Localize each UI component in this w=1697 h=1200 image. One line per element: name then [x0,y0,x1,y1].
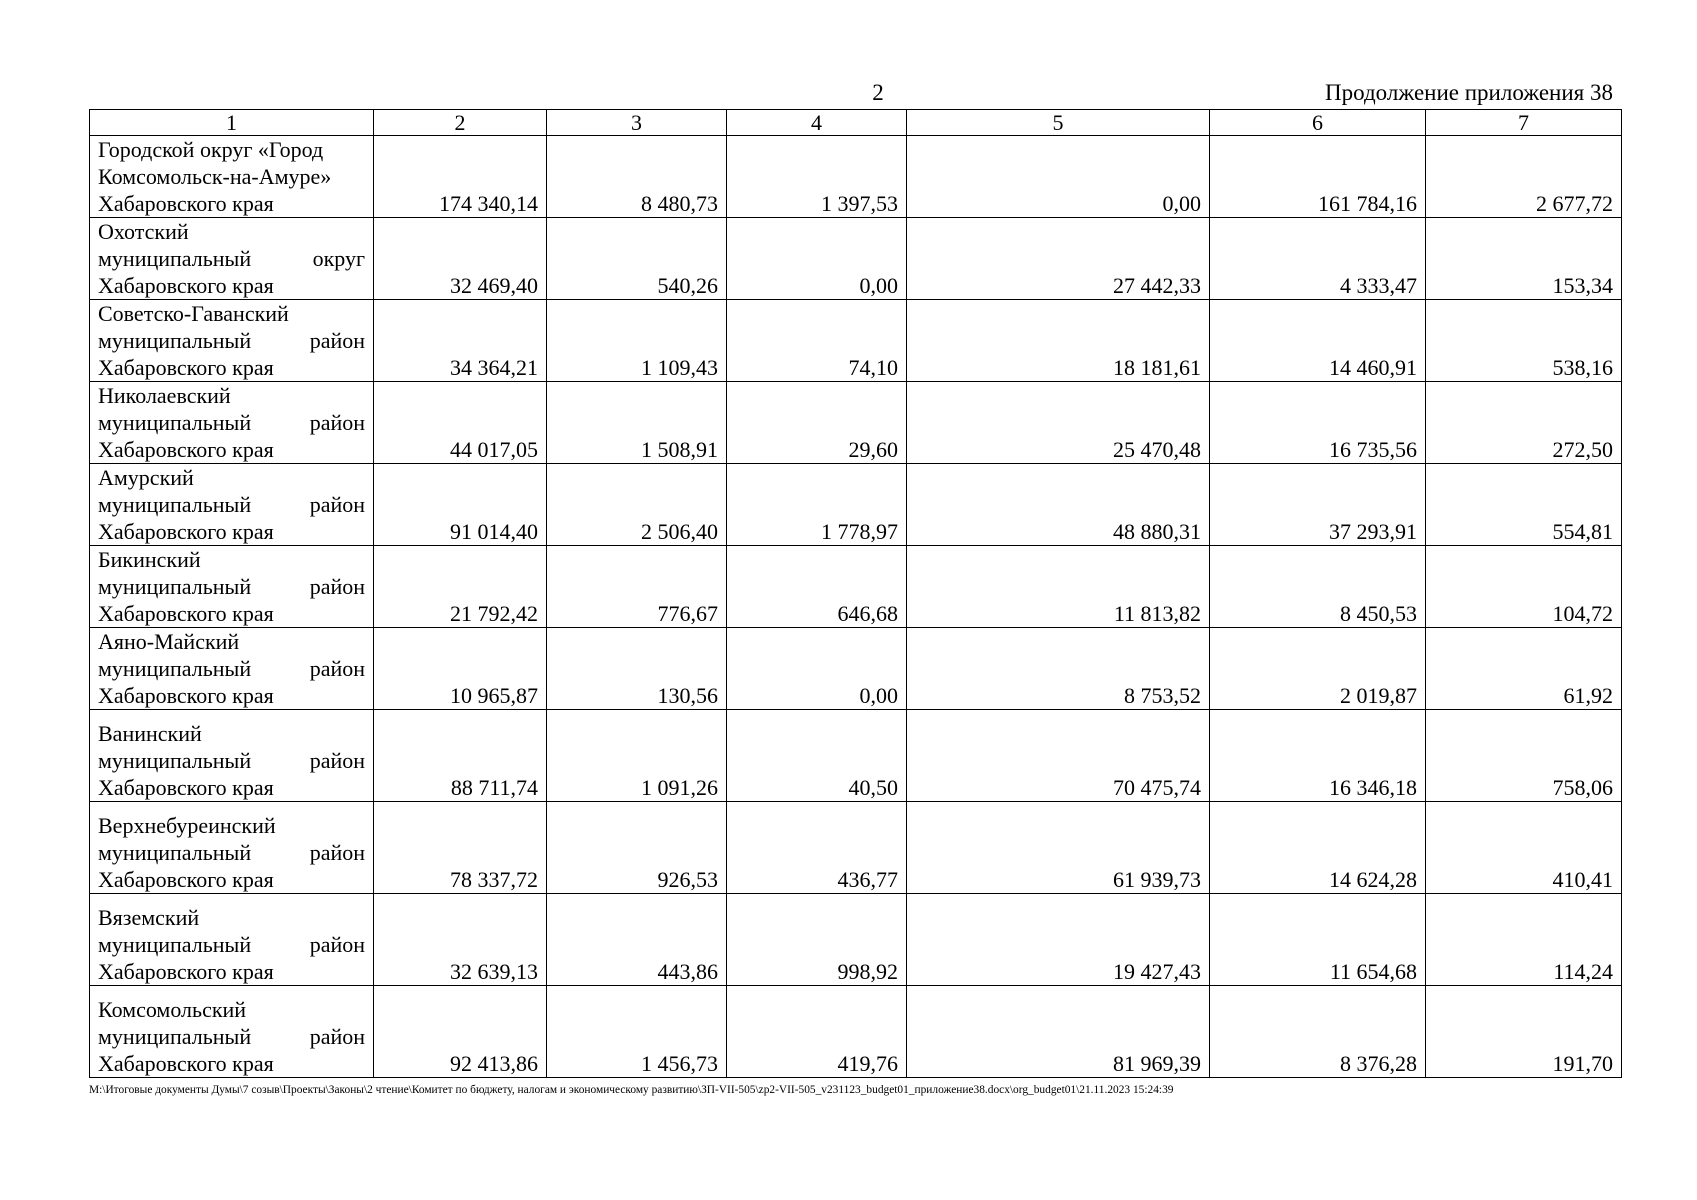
name-word: муниципальный [98,492,252,517]
budget-table [89,109,1622,1078]
name-word: район [309,1024,365,1049]
value-cell: 104,72 [1426,546,1622,628]
municipality-name-line: Комсомольский [98,997,247,1022]
value-cell: 1 456,73 [547,986,727,1078]
value-cell: 1 397,53 [727,136,907,218]
name-word: округ [312,246,365,271]
value-cell: 21 792,42 [374,546,547,628]
name-word: район [309,410,365,435]
municipality-name-cell [90,802,374,894]
value-cell: 926,53 [547,802,727,894]
municipality-name-line [98,245,365,272]
value-cell: 436,77 [727,802,907,894]
value-cell: 114,24 [1426,894,1622,986]
value-cell: 540,26 [547,218,727,300]
municipality-name-line: Хабаровского края [98,437,274,462]
municipality-name-cell [90,464,374,546]
municipality-name-line: Городской округ «Город [98,137,324,162]
value-cell: 14 624,28 [1210,802,1426,894]
municipality-name-line: Хабаровского края [98,273,274,298]
column-number: 2 [374,110,547,136]
table-row [90,382,1622,464]
value-cell: 92 413,86 [374,986,547,1078]
table-row [90,136,1622,218]
value-cell: 4 333,47 [1210,218,1426,300]
value-cell: 554,81 [1426,464,1622,546]
name-word: муниципальный [98,328,252,353]
value-cell: 1 109,43 [547,300,727,382]
municipality-name-line: Охотский [98,219,189,244]
name-word: район [309,328,365,353]
municipality-name-line: Вяземский [98,905,200,930]
value-cell: 16 346,18 [1210,710,1426,802]
municipality-name-line [98,491,365,518]
municipality-name-line [98,409,365,436]
column-number: 5 [907,110,1210,136]
value-cell: 14 460,91 [1210,300,1426,382]
value-cell: 81 969,39 [907,986,1210,1078]
municipality-name-line: Хабаровского края [98,867,274,892]
value-cell: 16 735,56 [1210,382,1426,464]
value-cell: 48 880,31 [907,464,1210,546]
name-word: муниципальный [98,246,252,271]
municipality-name-cell [90,382,374,464]
value-cell: 25 470,48 [907,382,1210,464]
value-cell: 44 017,05 [374,382,547,464]
value-cell: 646,68 [727,546,907,628]
column-number: 1 [90,110,374,136]
value-cell: 32 639,13 [374,894,547,986]
value-cell: 1 508,91 [547,382,727,464]
municipality-name-line: Ванинский [98,721,202,746]
value-cell: 191,70 [1426,986,1622,1078]
value-cell: 419,76 [727,986,907,1078]
municipality-name-line: Хабаровского края [98,601,274,626]
municipality-name-cell [90,136,374,218]
value-cell: 1 091,26 [547,710,727,802]
municipality-name-line: Хабаровского края [98,1051,274,1076]
name-word: муниципальный [98,1024,252,1049]
value-cell: 1 778,97 [727,464,907,546]
municipality-name-line: Верхнебуреинский [98,813,276,838]
value-cell: 998,92 [727,894,907,986]
table-row [90,546,1622,628]
name-word: муниципальный [98,656,252,681]
table-row [90,802,1622,894]
table-row [90,464,1622,546]
column-number-row [90,110,1622,136]
value-cell: 8 480,73 [547,136,727,218]
value-cell: 130,56 [547,628,727,710]
value-cell: 61,92 [1426,628,1622,710]
name-word: муниципальный [98,840,252,865]
municipality-name-line [98,573,365,600]
municipality-name-line: Хабаровского края [98,683,274,708]
value-cell: 776,67 [547,546,727,628]
value-cell: 61 939,73 [907,802,1210,894]
value-cell: 70 475,74 [907,710,1210,802]
value-cell: 758,06 [1426,710,1622,802]
value-cell: 34 364,21 [374,300,547,382]
value-cell: 2 019,87 [1210,628,1426,710]
value-cell: 78 337,72 [374,802,547,894]
page-number: 2 [872,80,884,105]
municipality-name-line: Хабаровского края [98,775,274,800]
municipality-name-line: Амурский [98,465,194,490]
table-row [90,300,1622,382]
municipality-name-line: Хабаровского края [98,959,274,984]
municipality-name-line: Николаевский [98,383,231,408]
column-number: 3 [547,110,727,136]
municipality-name-line [98,1023,365,1050]
municipality-name-line: Хабаровского края [98,191,274,216]
value-cell: 37 293,91 [1210,464,1426,546]
value-cell: 0,00 [727,628,907,710]
value-cell: 8 376,28 [1210,986,1426,1078]
name-word: район [309,932,365,957]
table-row [90,894,1622,986]
name-word: район [309,656,365,681]
table-row [90,218,1622,300]
municipality-name-cell [90,894,374,986]
municipality-name-cell [90,218,374,300]
municipality-name-line [98,931,365,958]
value-cell: 18 181,61 [907,300,1210,382]
value-cell: 91 014,40 [374,464,547,546]
value-cell: 27 442,33 [907,218,1210,300]
municipality-name-line: Хабаровского края [98,519,274,544]
name-word: муниципальный [98,748,252,773]
municipality-name-line [98,327,365,354]
name-word: район [309,492,365,517]
municipality-name-line [98,839,365,866]
municipality-name-cell [90,300,374,382]
value-cell: 10 965,87 [374,628,547,710]
municipality-name-cell [90,986,374,1078]
value-cell: 40,50 [727,710,907,802]
municipality-name-line: Комсомольск-на-Амуре» [98,164,332,189]
value-cell: 0,00 [907,136,1210,218]
value-cell: 19 427,43 [907,894,1210,986]
value-cell: 8 753,52 [907,628,1210,710]
municipality-name-line [98,747,365,774]
value-cell: 538,16 [1426,300,1622,382]
column-number: 6 [1210,110,1426,136]
file-path-footer: M:\Итоговые документы Думы\7 созыв\Проекты\Законы\2 чтение\Комитет по бюджету, налогам и экономическому развитию\ЗП-VII-505\zp2-VII-505_v231123_budget01_приложение38.docx\org_budget01\21.11.2023 15:24:39 [89,1084,1174,1096]
value-cell: 2 506,40 [547,464,727,546]
value-cell: 2 677,72 [1426,136,1622,218]
value-cell: 11 813,82 [907,546,1210,628]
name-word: район [309,574,365,599]
value-cell: 29,60 [727,382,907,464]
value-cell: 272,50 [1426,382,1622,464]
column-number: 4 [727,110,907,136]
municipality-name-line: Бикинский [98,547,201,572]
municipality-name-cell [90,628,374,710]
name-word: муниципальный [98,410,252,435]
value-cell: 0,00 [727,218,907,300]
name-word: муниципальный [98,932,252,957]
table-row [90,710,1622,802]
value-cell: 174 340,14 [374,136,547,218]
name-word: район [309,748,365,773]
table-row [90,628,1622,710]
value-cell: 88 711,74 [374,710,547,802]
table-row [90,986,1622,1078]
value-cell: 11 654,68 [1210,894,1426,986]
continuation-caption: Продолжение приложения 38 [1325,80,1613,105]
value-cell: 8 450,53 [1210,546,1426,628]
municipality-name-cell [90,710,374,802]
name-word: район [309,840,365,865]
municipality-name-line: Хабаровского края [98,355,274,380]
municipality-name-line: Аяно-Майский [98,629,240,654]
municipality-name-line [98,655,365,682]
municipality-name-line: Советско-Гаванский [98,301,289,326]
value-cell: 74,10 [727,300,907,382]
value-cell: 32 469,40 [374,218,547,300]
column-number: 7 [1426,110,1622,136]
value-cell: 443,86 [547,894,727,986]
municipality-name-cell [90,546,374,628]
value-cell: 153,34 [1426,218,1622,300]
value-cell: 161 784,16 [1210,136,1426,218]
name-word: муниципальный [98,574,252,599]
value-cell: 410,41 [1426,802,1622,894]
